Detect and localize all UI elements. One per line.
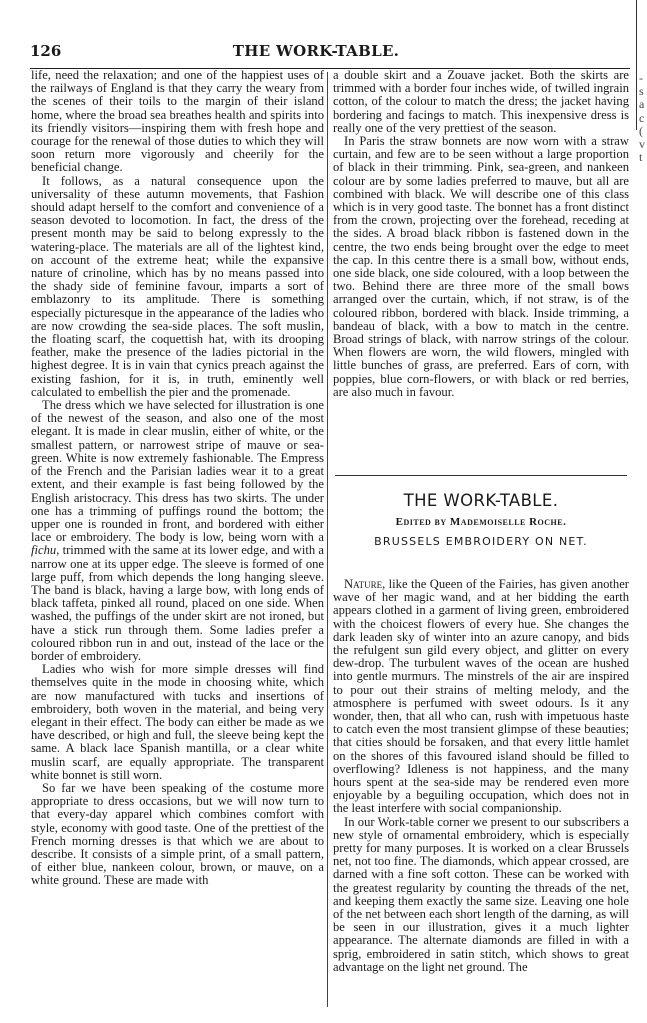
margin-char: v: [639, 137, 645, 152]
page-number: 126: [30, 42, 62, 60]
paragraph: In our Work-table corner we present to our subscribers a new style of ornamental embroidery, which is especially pretty for many purposes. It is worked on a clear Brussels net, not too fine. The diamonds, which appear crossed, are darned with a fine soft cotton. These can be worked with the greatest regularity by counting the threads of the net, and keeping them exactly the same size. Leaving one hole of the net between each short length of the darning, as will be seen in our illustration, gives it a much lighter appearance. The alternate diamonds are filled in with a sprig, embroidered in satin stitch, which shows to great advantage on the light net ground. The: [333, 814, 629, 974]
margin-char: s: [639, 84, 644, 99]
paragraph: life, need the relaxation; and one of the happiest uses of the railways of England is that they carry the weary from the scenes of their toils to the margin of their island home, where the broad sea breathes health and spirits into its friendly visitors—inspiring them with fresh hope and courage for the renewal of those duties to which they will soon return more vigorously and cheerily for the beneficial change.: [31, 68, 324, 175]
section-subtitle: BRUSSELS EMBROIDERY ON NET.: [374, 535, 588, 548]
paragraph: Ladies who wish for more simple dresses will find themselves quite in the mode in choosing white, which are now manufactured with tucks and insertions of embroidery, both woven in the material, and being very elegant in their effect. The body can either be made as we have described, or high and full, the sleeve being kept the same. A black lace Spanish mantilla, or a clear white muslin scarf, are equally appropriate. The transparent white bonnet is still worn.: [31, 662, 324, 782]
right-column-top: [333, 69, 629, 399]
margin-char: a: [639, 97, 645, 112]
italic-term: fichu: [31, 543, 57, 558]
paragraph: So far we have been speaking of the costume more appropriate to dress occasions, but we will now turn to that every-day apparel which combines comfort with style, economy with good taste. One of the prettiest of the French morning dresses is that which we are about to describe. It consists of a simple print, of a small pattern, of either blue, nankeen colour, brown, or mauve, on a white ground. These are made with: [31, 780, 324, 888]
margin-fragments: [639, 72, 647, 164]
paragraph: a double skirt and a Zouave jacket. Both the skirts are trimmed with a border four inches wide, of twilled ingrain cotton, of the colour to match the dress; the jacket having bordering and facings to match. This inexpensive dress is really one of the very prettiest of the season.: [333, 68, 629, 135]
paragraph-text: , trimmed with the same at its lower edge, and with a narrow one at its upper edge. The sleeve is formed of one large puff, from which depends the long hanging sleeve. The band is black, having a large bow, with long ends of black taffeta, pinked all round, placed on one side. When washed, the puffings of the under skirt are not ironed, but have a stick run through them. Some ladies prefer a coloured ribbon run in and out, instead of the lace or the border of embroidery.: [31, 543, 324, 663]
margin-char: (: [639, 123, 643, 138]
paragraph: [333, 578, 629, 816]
section-editor: Edited by Mademoiselle Roche.: [395, 516, 567, 528]
margin-char: c: [639, 110, 645, 125]
column-divider: [327, 72, 328, 1007]
paragraph: In Paris the straw bonnets are now worn with a straw curtain, and few are to be seen without a large proportion of black in their trimming. Pink, sea-green, and nankeen colour are by some ladies preferred to mauve, but all are combined with black. We will describe one of this class which is in very good taste. The bonnet has a front distinct from the crown, projecting over the forehead, receding at the sides. A broad black ribbon is fastened down in the centre, the two ends being brought over the edge to meet the cap. In this centre there is a small bow, without ends, one side black, one side coloured, with a loop between the two. Behind there are three more of the small bows arranged over the curtain, which, if not straw, is of the coloured ribbon, bordered with black. Inside trimming, a bandeau of black, with a bow to match in the centre. Broad strings of black, with narrow strings of the colour. When flowers are worn, the wild flowers, mingled with little bunches of grass, are preferred. Ears of corn, with poppies, blue corn-flowers, or with black or red berries, are also much in favour.: [333, 134, 629, 399]
margin-char: -: [639, 71, 643, 85]
paragraph: [31, 399, 324, 663]
left-column: [31, 69, 324, 888]
page-edge-rule: [636, 0, 637, 130]
paragraph-text: The dress which we have selected for illustration is one of the newest of the season, and also one of the most elegant. It is made in clear muslin, either of white, or the smallest pattern, or narrowest stripe of mauve or sea-green. White is now extremely fashionable. The Empress of the French and the Parisian ladies wear it to a great extent, and their example is fast being followed by the English aristocracy. This dress has two skirts. The under one has a trimming of puffings round the bottom; the upper one is rounded in front, and bordered with either lace or embroidery. The body is low, being worn with a: [31, 398, 324, 545]
section-title: THE WORK-TABLE.: [403, 491, 559, 510]
right-column-bottom: [333, 578, 629, 974]
opening-word: Nature: [344, 577, 383, 591]
running-head: THE WORK-TABLE.: [232, 42, 400, 60]
paragraph-text: , like the Queen of the Fairies, has given another wave of her magic wand, and at her bidding the earth appears clothed in a garment of living green, embroidered with the choicest flowers of every hue. She changes the dark leaden sky of winter into an azure canopy, and bids the refulgent sun gild every object, and glitter on every dew-drop. The turbulent waves of the ocean are hushed into gentle murmurs. The minstrels of the air are inspired to pour out their strains of melting melody, and the atmosphere is perfumed with sweet odours. Is it any wonder, then, that all who can, rush with impetuous haste to catch even the most transient glimpse of these beauties; that cities should be forsaken, and that every little hamlet on the shores of this favoured island should be filled to overflowing? Idleness is not happiness, and the many hours spent at the sea-side may be rendered even more enjoyable by a beguiling occupation, which does not in the least interfere with social companionship.: [333, 577, 629, 816]
section-rule: [335, 475, 627, 476]
paragraph: It follows, as a natural consequence upon the universality of these autumn movements, that Fashion should adapt herself to the comfort and convenience of a season devoted to locomotion. In fact, the dress of the present month may be said to belong expressly to the watering-place. The materials are all of the lightest kind, on account of the extreme heat; while the expansive nature of crinoline, which has by no means passed into the shady side of feminine favour, imparts a sort of emblazonry to its amplitude. There is something especially picturesque in the appearance of the ladies who are now crowding the sea-side places. The soft muslin, the floating scarf, the coquettish hat, with its drooping feather, make the presence of the ladies pictorial in the highest degree. It is in vain that cynics preach against the existing fashion, for it is, in truth, eminently well calculated to embellish the pier and the promenade.: [31, 173, 324, 399]
margin-char: t: [639, 150, 643, 165]
